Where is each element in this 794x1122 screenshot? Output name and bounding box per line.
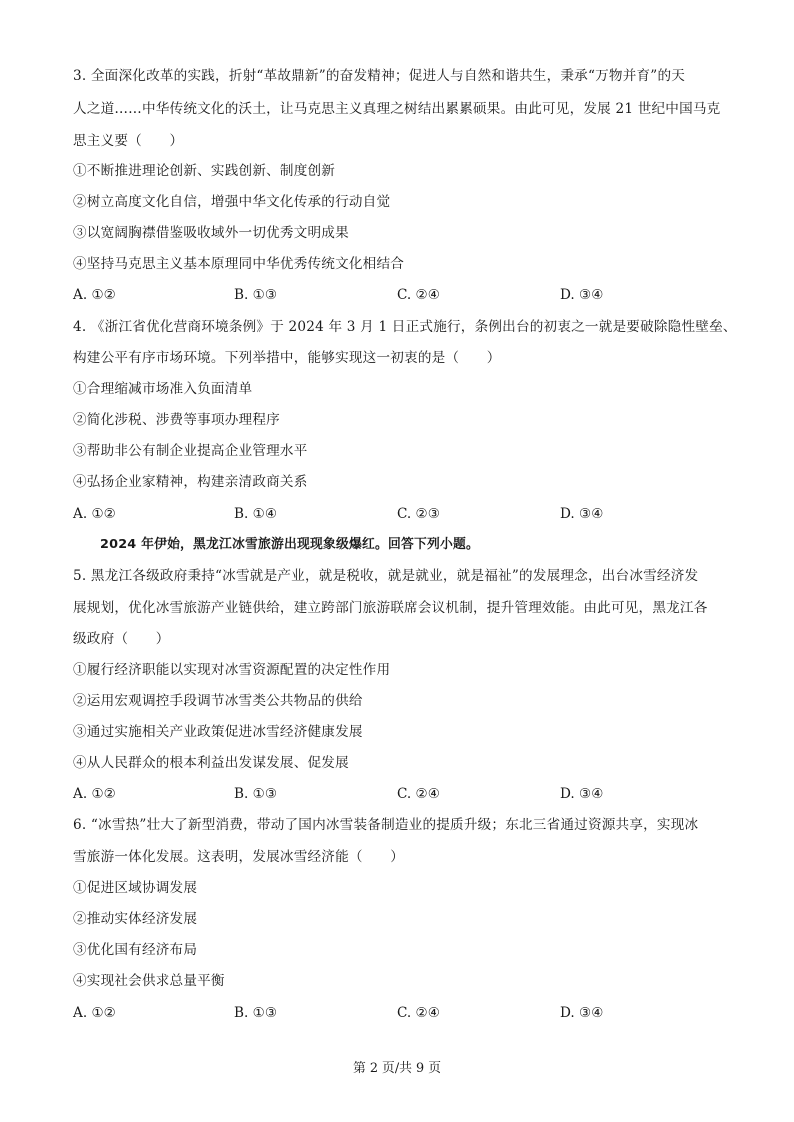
q3-choice-d[interactable]: D. ③④ [560,287,604,303]
q6-choices [73,1003,713,1023]
q5-choices [73,784,713,804]
q5-item-2: ②运用宏观调控手段调节冰雪类公共物品的供给 [73,693,363,709]
q3-choice-b[interactable]: B. ①③ [234,287,278,303]
q3-item-4: ④坚持马克思主义基本原理同中华优秀传统文化相结合 [73,256,405,272]
q3-choices [73,285,713,305]
page-number-footer: 第 2 页/共 9 页 [352,1061,442,1076]
q6-stem-line-2: 雪旅游一体化发展。这表明，发展冰雪经济能（ ） [73,849,405,865]
q5-stem-line-3: 级政府（ ） [73,631,170,647]
q6-choice-b[interactable]: B. ①③ [234,1005,278,1021]
q4-item-1: ①合理缩减市场准入负面清单 [73,381,253,397]
q6-item-4: ④实现社会供求总量平衡 [73,973,225,989]
q4-choice-c[interactable]: C. ②③ [397,506,440,522]
q3-item-2: ②树立高度文化自信，增强中华文化传承的行动自觉 [73,194,391,210]
q4-stem-line-1: 4. 《浙江省优化营商环境条例》于 2024 年 3 月 1 日正式施行，条例出台的初衷之一就是要破除隐性壁垒、 [73,319,737,335]
q5-choice-c[interactable]: C. ②④ [397,786,440,802]
q3-choice-c[interactable]: C. ②④ [397,287,440,303]
q3-item-1: ①不断推进理论创新、实践创新、制度创新 [73,163,336,179]
q3-stem-line-3: 思主义要（ ） [73,133,184,149]
q6-choice-d[interactable]: D. ③④ [560,1005,604,1021]
q5-item-4: ④从人民群众的根本利益出发谋发展、促发展 [73,755,349,771]
q4-choices [73,504,713,524]
q5-choice-b[interactable]: B. ①③ [234,786,278,802]
q4-choice-a[interactable]: A. ①② [73,506,116,522]
q5-choice-d[interactable]: D. ③④ [560,786,604,802]
passage-intro: 2024 年伊始，黑龙江冰雪旅游出现现象级爆红。回答下列小题。 [100,537,479,552]
q5-choice-a[interactable]: A. ①② [73,786,116,802]
q5-stem-line-1: 5. 黑龙江各级政府秉持“冰雪就是产业，就是税收，就是就业，就是福祉”的发展理念，出台冰雪经济发 [73,568,699,584]
q4-choice-d[interactable]: D. ③④ [560,506,604,522]
q4-item-4: ④弘扬企业家精神，构建亲清政商关系 [73,474,308,490]
q3-stem-line-2: 人之道……中华传统文化的沃土，让马克思主义真理之树结出累累硕果。由此可见，发展 21 世纪中国马克 [73,101,721,117]
q6-choice-c[interactable]: C. ②④ [397,1005,440,1021]
q4-item-2: ②简化涉税、涉费等事项办理程序 [73,412,280,428]
q6-stem-line-1: 6. “冰雪热”壮大了新型消费，带动了国内冰雪装备制造业的提质升级；东北三省通过资源共享，实现冰 [73,817,699,833]
q5-stem-line-2: 展规划，优化冰雪旅游产业链供给，建立跨部门旅游联席会议机制，提升管理效能。由此可见，黑龙江各 [73,600,708,616]
q6-item-3: ③优化国有经济布局 [73,942,198,958]
q4-choice-b[interactable]: B. ①④ [234,506,278,522]
q4-stem-line-2: 构建公平有序市场环境。下列举措中，能够实现这一初衷的是（ ） [73,350,501,366]
q3-item-3: ③以宽阔胸襟借鉴吸收域外一切优秀文明成果 [73,225,349,241]
q3-stem-line-1: 3. 全面深化改革的实践，折射“革故鼎新”的奋发精神；促进人与自然和谐共生，秉承“万物并育”的天 [73,68,686,84]
q6-choice-a[interactable]: A. ①② [73,1005,116,1021]
q5-item-1: ①履行经济职能以实现对冰雪资源配置的决定性作用 [73,662,391,678]
q4-item-3: ③帮助非公有制企业提高企业管理水平 [73,443,308,459]
q3-choice-a[interactable]: A. ①② [73,287,116,303]
q6-item-2: ②推动实体经济发展 [73,911,198,927]
q5-item-3: ③通过实施相关产业政策促进冰雪经济健康发展 [73,724,363,740]
q6-item-1: ①促进区域协调发展 [73,880,198,896]
